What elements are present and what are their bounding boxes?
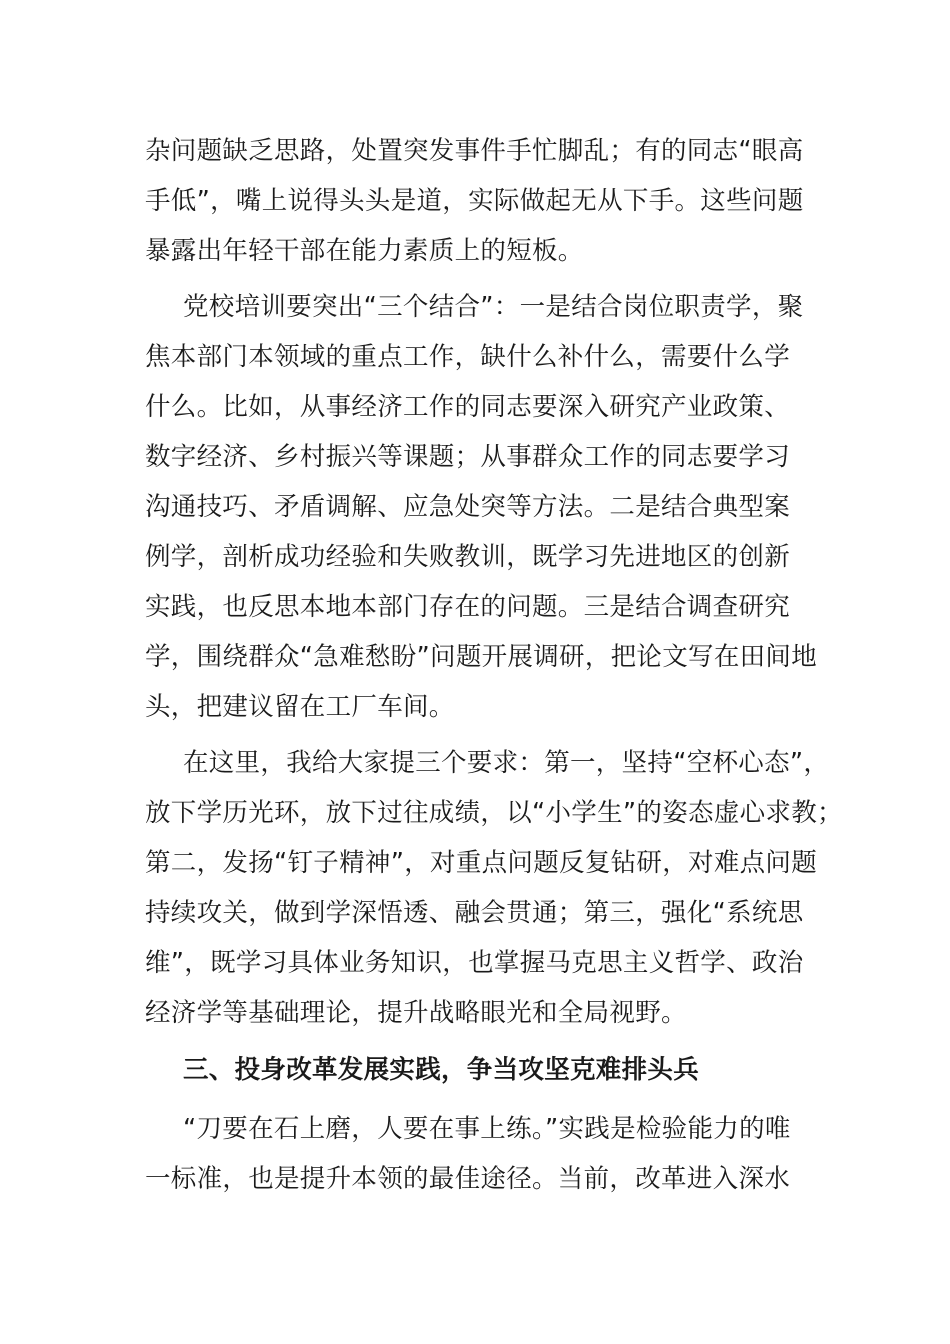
paragraph-3-line-6: 经济学等基础理论，提升战略眼光和全局视野。 — [145, 998, 687, 1028]
paragraph-3-line-3: 第二，发扬“钉子精神”，对重点问题反复钻研，对难点问题 — [145, 848, 818, 878]
paragraph-4-line-1: “刀要在石上磨，人要在事上练。”实践是检验能力的唯 — [183, 1114, 791, 1144]
paragraph-3-line-2: 放下学历光环，放下过往成绩，以“小学生”的姿态虚心求教； — [145, 798, 843, 828]
paragraph-2-line-8: 学，围绕群众“急难愁盼”问题开展调研，把论文写在田间地 — [145, 642, 818, 672]
paragraph-3-line-5: 维”，既学习具体业务知识，也掌握马克思主义哲学、政治 — [145, 948, 804, 978]
paragraph-3-line-4: 持续攻关，做到学深悟透、融会贯通；第三，强化“系统思 — [145, 898, 804, 928]
paragraph-1-line-1: 杂问题缺乏思路，处置突发事件手忙脚乱；有的同志“眼高 — [145, 136, 804, 166]
paragraph-1-line-3: 暴露出年轻干部在能力素质上的短板。 — [145, 236, 584, 266]
paragraph-2-line-9: 头，把建议留在工厂车间。 — [145, 692, 455, 722]
paragraph-2-line-3: 什么。比如，从事经济工作的同志要深入研究产业政策、 — [145, 392, 791, 422]
paragraph-3-line-1: 在这里，我给大家提三个要求：第一，坚持“空杯心态”， — [183, 748, 830, 778]
paragraph-4-line-2: 一标准，也是提升本领的最佳途径。当前，改革进入深水 — [145, 1164, 791, 1194]
paragraph-2-line-7: 实践，也反思本地本部门存在的问题。三是结合调查研究 — [145, 592, 791, 622]
paragraph-2-line-1: 党校培训要突出“三个结合”：一是结合岗位职责学，聚 — [183, 292, 804, 322]
paragraph-2-line-5: 沟通技巧、矛盾调解、应急处突等方法。二是结合典型案 — [145, 492, 791, 522]
paragraph-2-line-4: 数字经济、乡村振兴等课题；从事群众工作的同志要学习 — [145, 442, 791, 472]
paragraph-2-line-2: 焦本部门本领域的重点工作，缺什么补什么，需要什么学 — [145, 342, 791, 372]
section-heading: 三、投身改革发展实践，争当攻坚克难排头兵 — [183, 1055, 700, 1085]
paragraph-2-line-6: 例学，剖析成功经验和失败教训，既学习先进地区的创新 — [145, 542, 791, 572]
paragraph-1-line-2: 手低”，嘴上说得头头是道，实际做起无从下手。这些问题 — [145, 186, 804, 216]
